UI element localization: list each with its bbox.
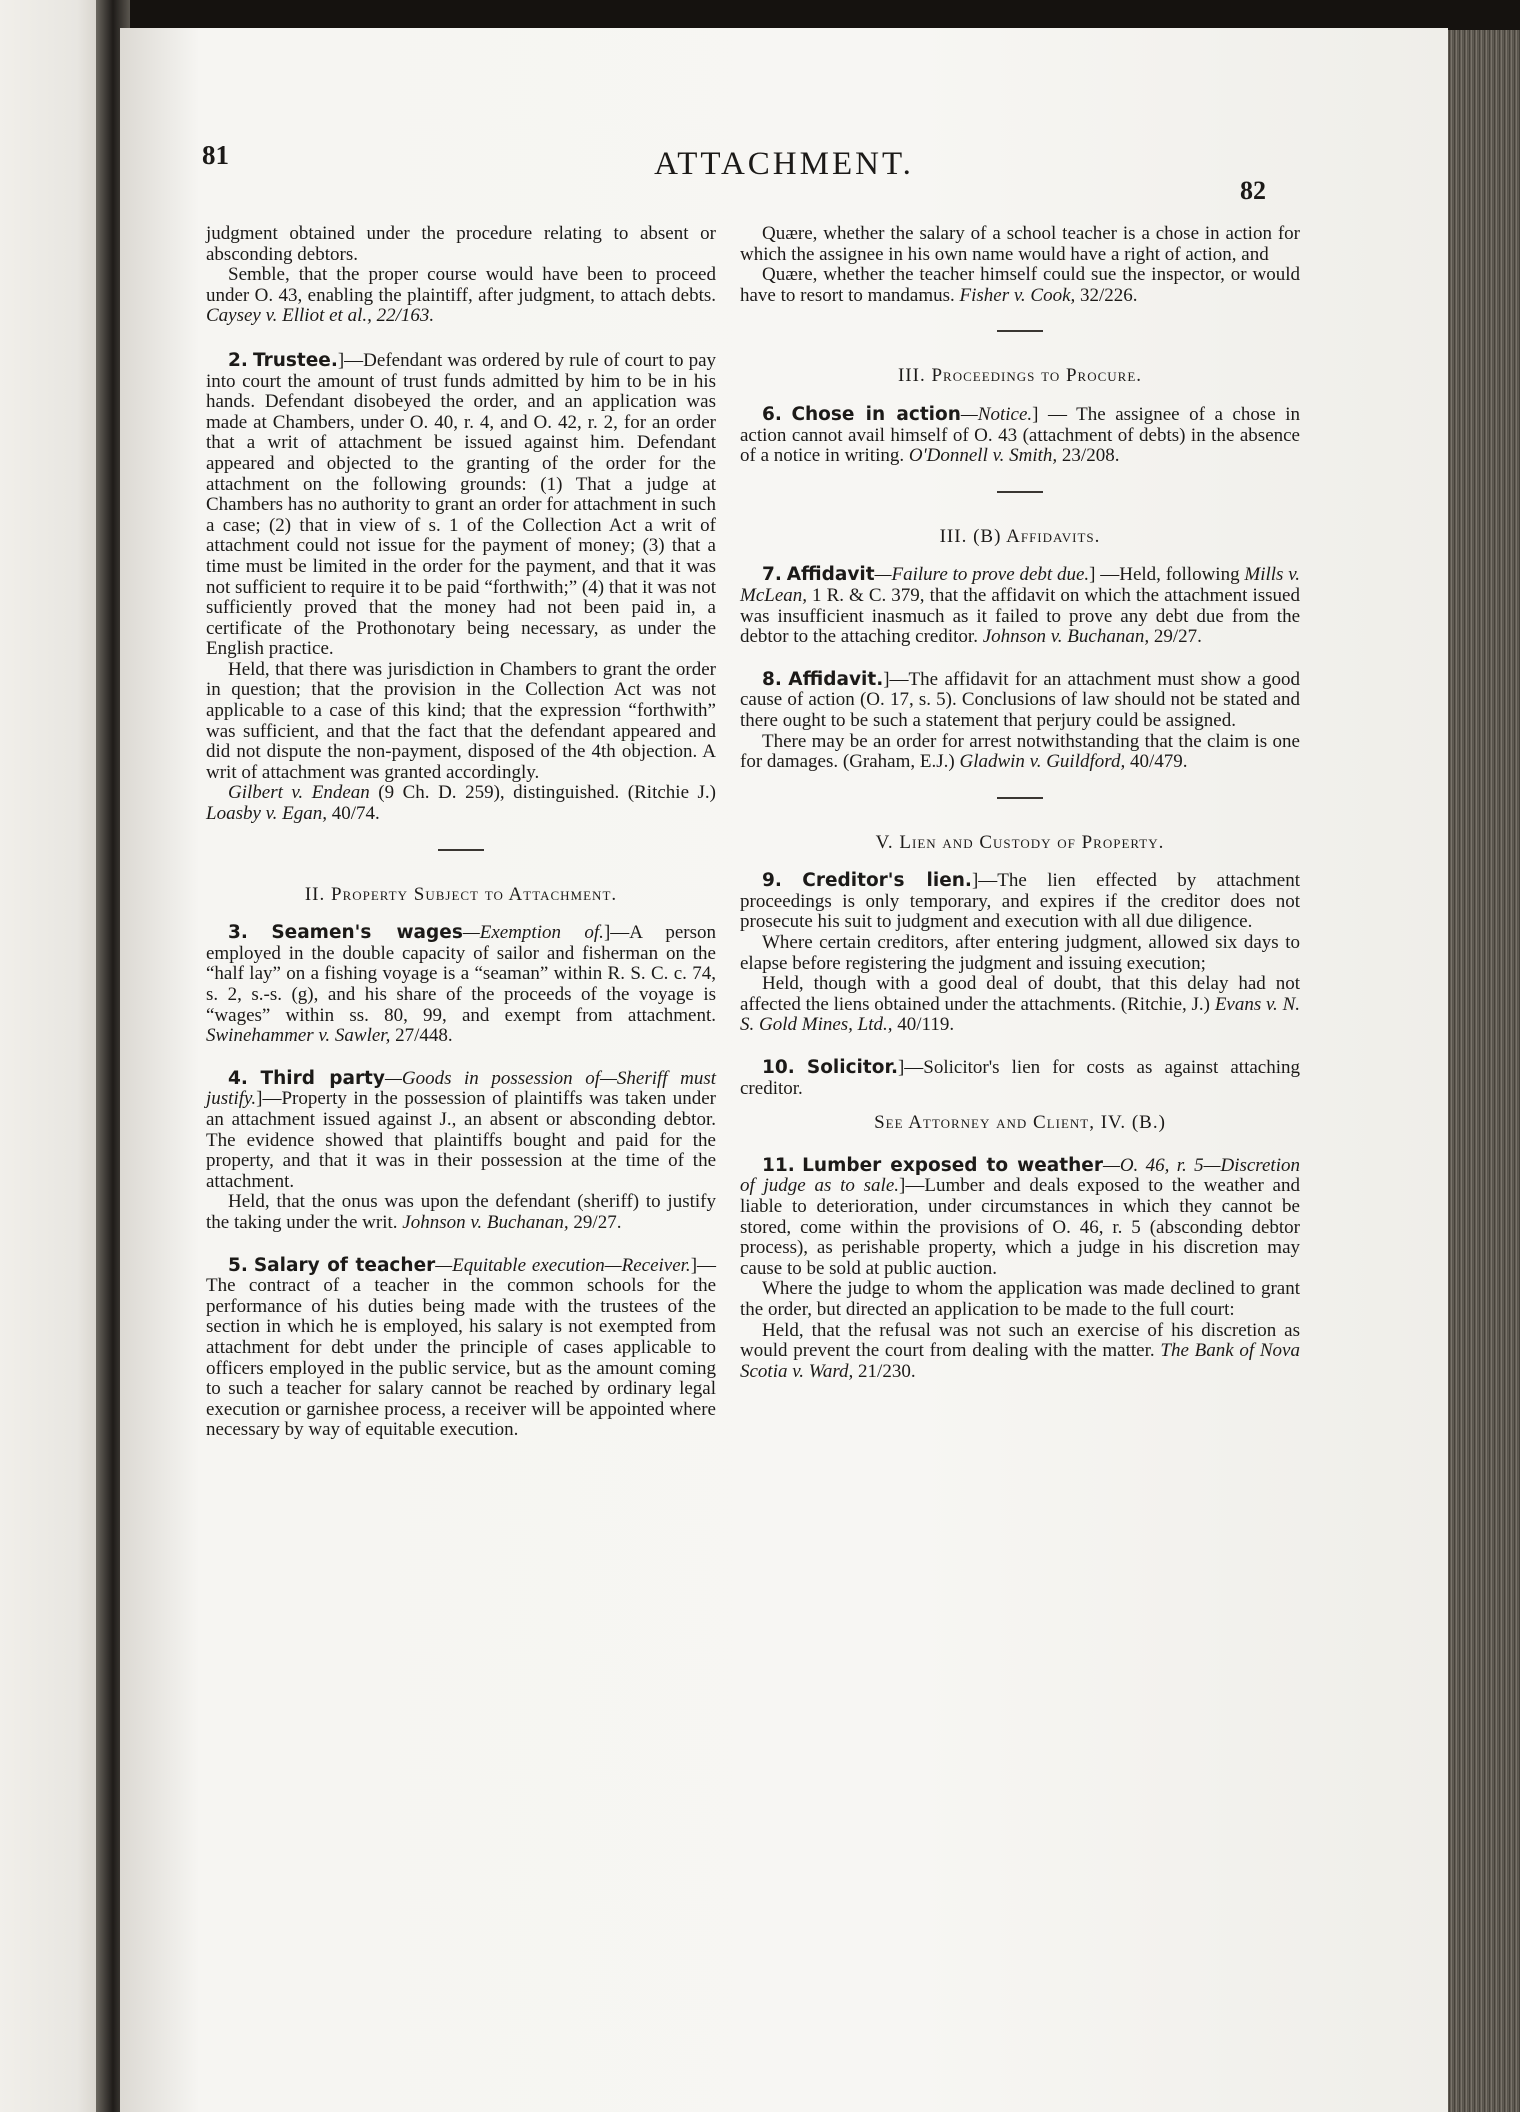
digest-entry-5 [206,1256,716,1441]
entry-subheading: —Equitable execution—Receiver. [435,1254,691,1276]
entry-number: 6. [762,403,782,425]
citation-ref: 27/448. [395,1025,453,1047]
section-divider [997,491,1043,493]
citation-text: (9 Ch. D. 259), distinguished. (Ritchie J.) [378,782,716,804]
case-name: Mills v. McLean, [740,564,1300,606]
case-name: Johnson v. Buchanan, [982,626,1150,648]
entry-text: ]—Property in the possession of plaintiffs was taken under an attachment issued against J., an absent or absconding debtor. The evidence showed that plaintiffs bought and paid for the property, and that it was in their possession at the time of the attachment. [206,1088,716,1192]
held-text: Held, that the refusal was not such an exercise of his discretion as would prevent the court from dealing with the matter. [740,1319,1300,1362]
digest-entry-11 [740,1156,1300,1383]
entry-text: ]—Lumber and deals exposed to the weather and liable to deterioration, under circumstances in which they cannot be stored, come within the provisions of O. 46, r. 5 (absconding debtor process), as perishable property, which a judge in his discretion may cause to be sold at public auction. [740,1175,1300,1279]
case-name: The Bank of Nova Scotia v. Ward, [740,1340,1300,1382]
entry-heading: Chose in action [791,403,961,425]
paragraph [206,265,716,327]
entry-paragraph [740,1058,1300,1099]
entry-text: ]—Solicitor's lien for costs as against attaching creditor. [740,1057,1301,1099]
entry-text: There may be an order for arrest notwithstanding that the claim is one for damages. (Graham, E.J.) [740,730,1300,773]
case-name: Evans v. N. S. Gold Mines, Ltd., [740,993,1301,1036]
entry-subheading: —Failure to prove debt due. [874,564,1090,586]
page-number-right: 82 [1240,176,1266,205]
entry-paragraph [740,405,1300,467]
citation-paragraph [206,783,716,824]
case-name: Fisher v. Cook, [959,284,1076,306]
entry-paragraph [740,732,1300,773]
facing-page-edge [0,0,110,2112]
held-paragraph: Held, that there was jurisdiction in Chambers to grant the order in question; that the provision in the Collection Act was not applicable to a case of this kind; that the expression “forthwith” was sufficient, and that the fact that the defendant appeared and did not dispute the non-payment, disposed of the 4th objection. A writ of attachment was granted accordingly. [206,658,716,783]
held-paragraph [740,974,1300,1036]
citation-ref: 23/208. [1061,445,1120,467]
entry-paragraph [740,871,1300,933]
held-text: Held, that the onus was upon the defendant (sheriff) to justify the taking under the writ. [206,1191,716,1233]
entry-paragraph [740,1156,1300,1280]
cross-reference: See Attorney and Client, IV. (B.) [874,1112,1166,1134]
running-head: ATTACHMENT. [654,146,914,182]
entry-heading: Lumber exposed to weather [802,1154,1103,1176]
digest-entry-7 [740,565,1300,647]
entry-subheading: —Exemption of. [462,922,604,944]
paragraph [740,265,1300,306]
entry-text: ]—Defendant was ordered by rule of court to pay into court the amount of trust funds admitted by him to be in his hands. Defendant disobeyed the order, and an application was made at Chambers, under O. 40, r. 4, and O. 42, r. 2, for an order that a writ of attachment be issued against him. Defendant appeared and objected to the granting of the order for the attachment on the following grounds: (1) That a judge at Chambers has no authority to grant an order for attachment in such a case; (2) that in view of s. 1 of the Collection Act a writ of attachment could not issue for the payment of money; (3) that a time must be limited in the order for the payment, and that it was not sufficient to require it to be paid “forthwith;” (4) that it was not sufficiently proved that the money had not been paid in, a certificate of the Prothonotary being necessary, as under the English practice. [206,349,717,660]
entry-heading: Salary of teacher [253,1254,436,1276]
paragraph-text: Semble, that the proper course would have been to proceed under O. 43, enabling the plaintiff, after judgment, to attach debts. [206,264,716,306]
entry-heading: Affidavit [786,564,875,586]
digest-entry-10 [740,1058,1300,1099]
entry-text: ]—The affidavit for an attachment must show a good cause of action (O. 17, s. 5). Conclusions of law should not be stated and there ought to be such a statement that perjury could be assigned. [740,668,1300,731]
entry-number: 8. [762,668,782,690]
entry-number: 7. [762,564,782,586]
entry-heading: Solicitor. [806,1057,898,1079]
entry-subheading: —Goods in possession of—Sheriff must justify. [206,1067,716,1110]
entry-text: ]—The lien effected by attachment proceedings is only temporary, and expires if the creditor does not prosecute his suit to judgment and execution with all due diligence. [740,870,1300,933]
book-page [120,28,1448,2112]
paragraph: judgment obtained under the procedure relating to absent or absconding debtors. [206,223,716,265]
digest-entry-9 [740,871,1300,1036]
citation-ref: 29/27. [573,1211,622,1233]
citation-ref: 40/74. [331,803,380,825]
case-name: Gilbert v. Endean [228,782,370,804]
section-divider [997,797,1043,799]
section-heading: III. Proceedings to Procure. [897,365,1143,387]
citation-ref: 40/479. [1129,751,1188,773]
entry-paragraph [206,1256,716,1441]
entry-heading: Trustee. [252,349,338,371]
case-name: Johnson v. Buchanan, [402,1211,569,1233]
citation-ref: 32/226. [1080,284,1138,306]
entry-subheading: —Notice. [960,403,1033,425]
entry-number: 3. [228,922,248,944]
paragraph: Quære, whether the salary of a school teacher is a chose in action for which the assignee in his own name would have a right of action, and [740,223,1300,265]
held-paragraph [206,1192,716,1233]
page-block-edge [1448,30,1520,2112]
citation-ref: 40/119. [897,1014,955,1036]
section-heading: III. (B) Affidavits. [939,525,1101,547]
entry-heading: Creditor's lien. [802,870,972,892]
left-column [206,224,716,1463]
section-divider [438,849,484,851]
digest-entry-6 [740,405,1300,467]
entry-number: 5. [228,1254,248,1276]
page-number-left: 81 [202,140,229,170]
entry-number: 11. [762,1154,795,1176]
entry-heading: Seamen's wages [271,922,463,944]
entry-text: 1 R. & C. 379, that the affidavit on which the attachment issued was insufficient inasmuch as it failed to prove any debt due from the debtor to the attaching creditor. [740,584,1300,648]
entry-paragraph [740,670,1300,732]
entry-subheading: —O. 46, r. 5—Discretion of judge as to sale. [740,1154,1300,1197]
citation-ref: 21/230. [858,1360,916,1382]
entry-paragraph [206,1069,716,1193]
held-paragraph [740,1321,1300,1383]
right-column [740,224,1300,1404]
case-name: Loasby v. Egan, [206,803,328,825]
section-heading: V. Lien and Custody of Property. [875,831,1165,853]
entry-paragraph [740,565,1300,647]
entry-number: 10. [762,1057,795,1079]
digest-entry-3 [206,923,716,1047]
entry-text: ] —Held, following [1089,564,1240,586]
case-name: Gladwin v. Guildford, [959,751,1126,773]
digest-entry-8 [740,670,1300,773]
digest-entry-4 [206,1069,716,1234]
entry-text: ] — The assignee of a chose in action cannot avail himself of O. 43 (attachment of debts) in the absence of a notice in writing. [740,403,1300,467]
case-name: O'Donnell v. Smith, [908,445,1058,467]
held-text: Held, though with a good deal of doubt, that this delay had not affected the liens obtained under the attachments. (Ritchie, J.) [740,973,1300,1015]
entry-paragraph: Where certain creditors, after entering judgment, allowed six days to elapse before registering the judgment and issuing execution; [740,932,1300,974]
paragraph-text: Quære, whether the teacher himself could sue the inspector, or would have to resort to mandamus. [740,264,1300,306]
section-heading: II. Property Subject to Attachment. [304,883,618,905]
entry-paragraph: Where the judge to whom the application was made declined to grant the order, but directed an application to be made to the full court: [740,1278,1300,1320]
entry-number: 9. [762,870,782,892]
entry-heading: Third party [260,1067,385,1089]
citation-ref: 29/27. [1153,626,1202,648]
digest-entry-2 [206,351,716,825]
entry-paragraph [206,351,716,660]
entry-number: 2. [228,349,248,371]
entry-paragraph [206,923,716,1047]
entry-text: ]—The contract of a teacher in the common schools for the performance of his duties being made with the trustees of the section in which he is employed, his salary is not exempted from attachment for debt under the principle of cases applicable to officers employed in the public service, but as the amount coming to such a teacher for salary cannot be reached by ordinary legal execution or garnishee process, a receiver will be appointed where necessary by way of equitable execution. [206,1254,717,1441]
entry-number: 4. [228,1067,248,1089]
case-name: Swinehammer v. Sawler, [206,1025,391,1047]
section-divider [997,330,1043,332]
entry-text: ]—A person employed in the double capacity of sailor and fisherman on the “half lay” on a fishing voyage is a “seaman” within R. S. C. c. 74, s. 2, s.-s. (g), and his share of the proceeds of the voyage is “wages” within ss. 80, 99, and exempt from attachment. [206,922,717,1026]
entry-heading: Affidavit. [788,668,884,690]
case-citation: Caysey v. Elliot et al., 22/163. [206,305,435,327]
